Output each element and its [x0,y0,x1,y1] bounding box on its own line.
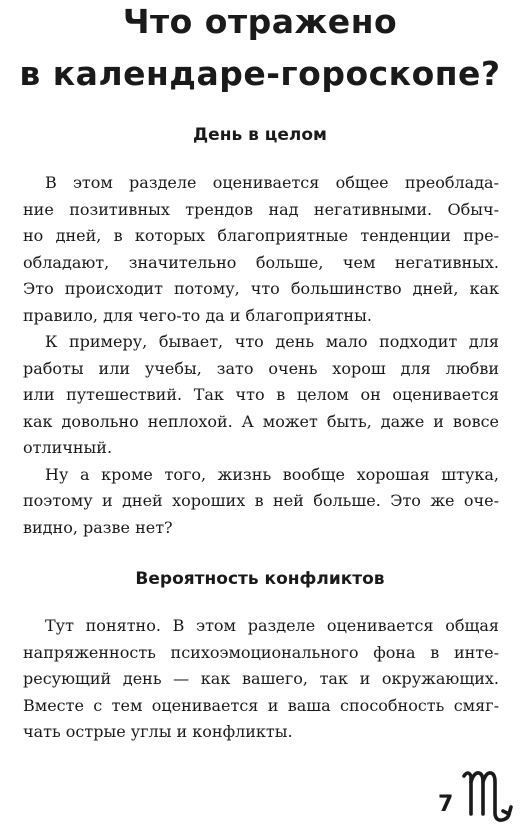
section-heading-conflict-probability: Вероятность конфликтов [135,569,385,589]
page-number: 7 [438,792,454,817]
text-line: Ну а кроме того, жизнь вообще хорошая штука, [45,464,499,484]
text-line: напряженность психоэмоционального фона в инте- [23,642,499,662]
text-line: ние позитивных трендов над негативными. Обыч- [23,199,499,219]
text-line: но дней, в которых благоприятные тенденции пре- [23,226,499,245]
text-line: К примеру, бывает, что день мало подходит для [45,332,499,351]
section-heading-day-overall: День в целом [193,125,327,145]
text-line: правило, для чего-то да и благоприятны. [23,305,372,325]
text-line: В этом разделе оценивается общее преоблада- [45,173,499,192]
text-line: обладают, значительно больше, чем негативных. [23,252,499,272]
section-body-conflict-probability [23,613,499,746]
section-body-day-overall [23,170,499,541]
text-line: поэтому и дней хороших в ней больше. Это же оче- [23,491,499,510]
text-line: как довольно неплохой. А может быть, даже и вовсе [23,411,499,431]
page-title-line-1: Что отражено [122,2,398,41]
text-line: работы или учебы, зато очень хорош для любви [23,358,499,378]
text-line: видно, разве нет? [23,517,173,537]
text-line: Вместе с тем оценивается и ваша способность смяг- [23,695,499,715]
text-line: ресующий день — как вашего, так и окружающих. [23,669,499,688]
text-line: отличный. [23,438,113,457]
scorpio-icon [461,764,517,826]
text-line: чать острые углы и конфликты. [23,722,293,741]
text-line: Тут понятно. В этом разделе оценивается общая [45,616,499,635]
text-line: Это происходит потому, что большинство дней, как [23,279,499,298]
text-line: или путешествий. Так что в целом он оценивается [23,385,499,404]
page-title-line-2: в календаре-гороскопе? [19,54,501,93]
